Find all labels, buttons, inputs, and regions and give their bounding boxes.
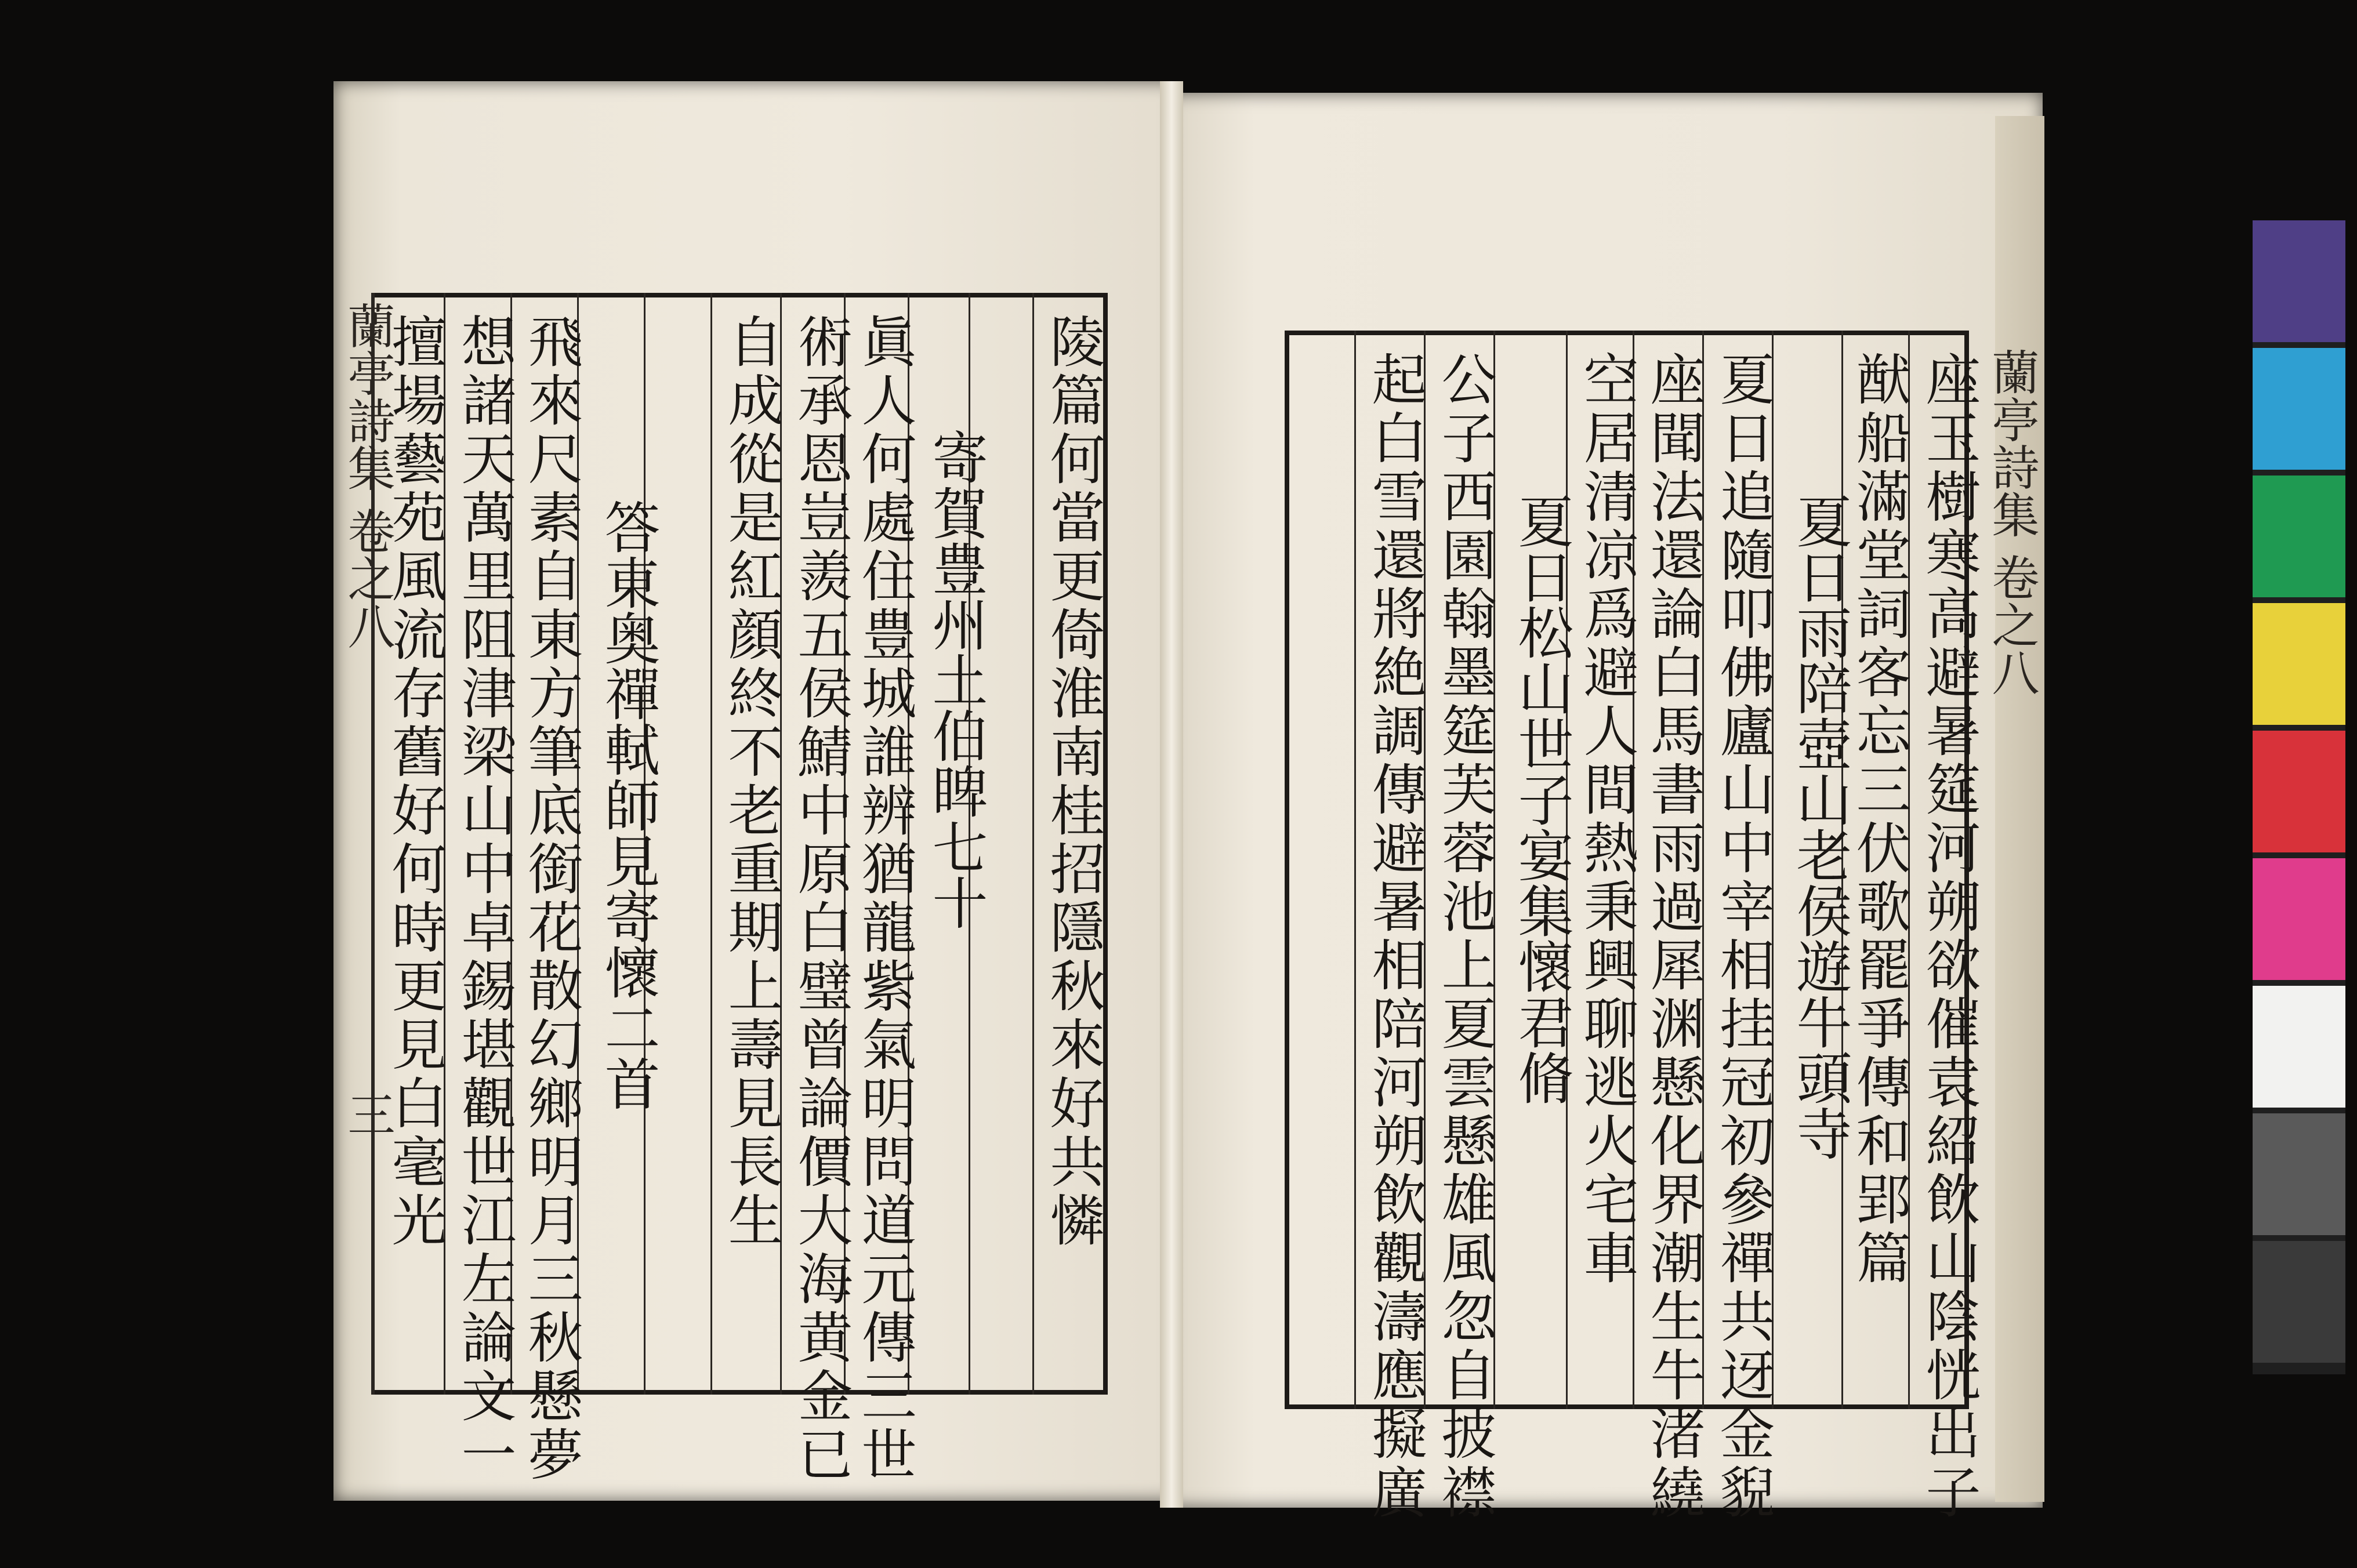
swatch-dark <box>2253 1241 2345 1363</box>
swatch-violet <box>2253 220 2345 342</box>
swatch-yellow <box>2253 603 2345 725</box>
right-col-2: 猷船滿堂詞客忘三伏歌罷爭傳和郢篇 <box>1847 351 1911 1288</box>
swatch-green <box>2253 476 2345 597</box>
right-col-4: 夏日追隨叩佛廬山中宰相挂冠初參禪共迓金貎 <box>1711 351 1775 1522</box>
column-rule <box>1032 293 1034 1395</box>
color-checker <box>2253 220 2345 1374</box>
left-col-2-heading: 寄賀豊州土伯睥七十 <box>923 429 988 930</box>
left-col-1: 陵篇何當更倚淮南桂招隱秋來好共憐 <box>1041 313 1105 1250</box>
swatch-red <box>2253 731 2345 852</box>
left-margin-title: 蘭亭詩集 卷之八 <box>340 302 395 650</box>
left-col-8: 想諸天萬里阻津梁山中卓錫堪觀世江左論文一 <box>452 313 516 1484</box>
left-col-6-heading: 答東奥禪軾師見寄懷二首 <box>596 499 661 1111</box>
right-col-5: 座聞法還論白馬書雨過犀渊懸化界潮生牛渚繞 <box>1641 351 1705 1522</box>
swatch-magenta <box>2253 858 2345 980</box>
left-col-5: 自成從是紅顔終不老重期上壽見長生 <box>719 313 783 1250</box>
column-rule <box>1354 331 1356 1409</box>
left-col-7: 飛來尺素自東方筆底銜花散幻鄉明月三秋懸夢 <box>519 313 583 1484</box>
right-margin-title: 蘭亭詩集 卷之八 <box>1984 348 2039 696</box>
page-edge-stack <box>1995 116 2044 1502</box>
right-col-3-heading: 夏日雨陪壺山老侯遊牛頭寺 <box>1787 493 1852 1161</box>
right-col-7-heading: 夏日松山世子宴集懷君脩 <box>1509 493 1574 1105</box>
right-col-9: 起白雪還將絶調傳避暑相陪河朔飲觀濤應擬廣 <box>1363 351 1427 1522</box>
left-folio: 三 <box>340 1090 395 1138</box>
swatch-grey <box>2253 1113 2345 1235</box>
left-col-3: 眞人何處住豊城誰辨猶龍紫氣明問道元傳三世 <box>853 313 916 1484</box>
right-col-8: 公子西園翰墨筵芙蓉池上夏雲懸雄風忽自披襟 <box>1433 351 1496 1522</box>
right-col-6: 空居清凉爲避人間熱秉興聊逃火宅車 <box>1575 351 1638 1288</box>
left-col-9: 擅場藝苑風流存舊好何時更見白毫光 <box>383 313 447 1250</box>
book-gutter <box>1160 81 1183 1508</box>
left-col-4: 術承恩豈羨五侯鯖中原白璧曾論價大海黄金已 <box>789 313 853 1484</box>
right-col-1: 座玉樹寒高避暑筵河朔欲催袁紹飲山陰恍出子 <box>1917 351 1981 1522</box>
swatch-white <box>2253 986 2345 1108</box>
swatch-cyan <box>2253 348 2345 470</box>
column-rule <box>710 293 712 1395</box>
